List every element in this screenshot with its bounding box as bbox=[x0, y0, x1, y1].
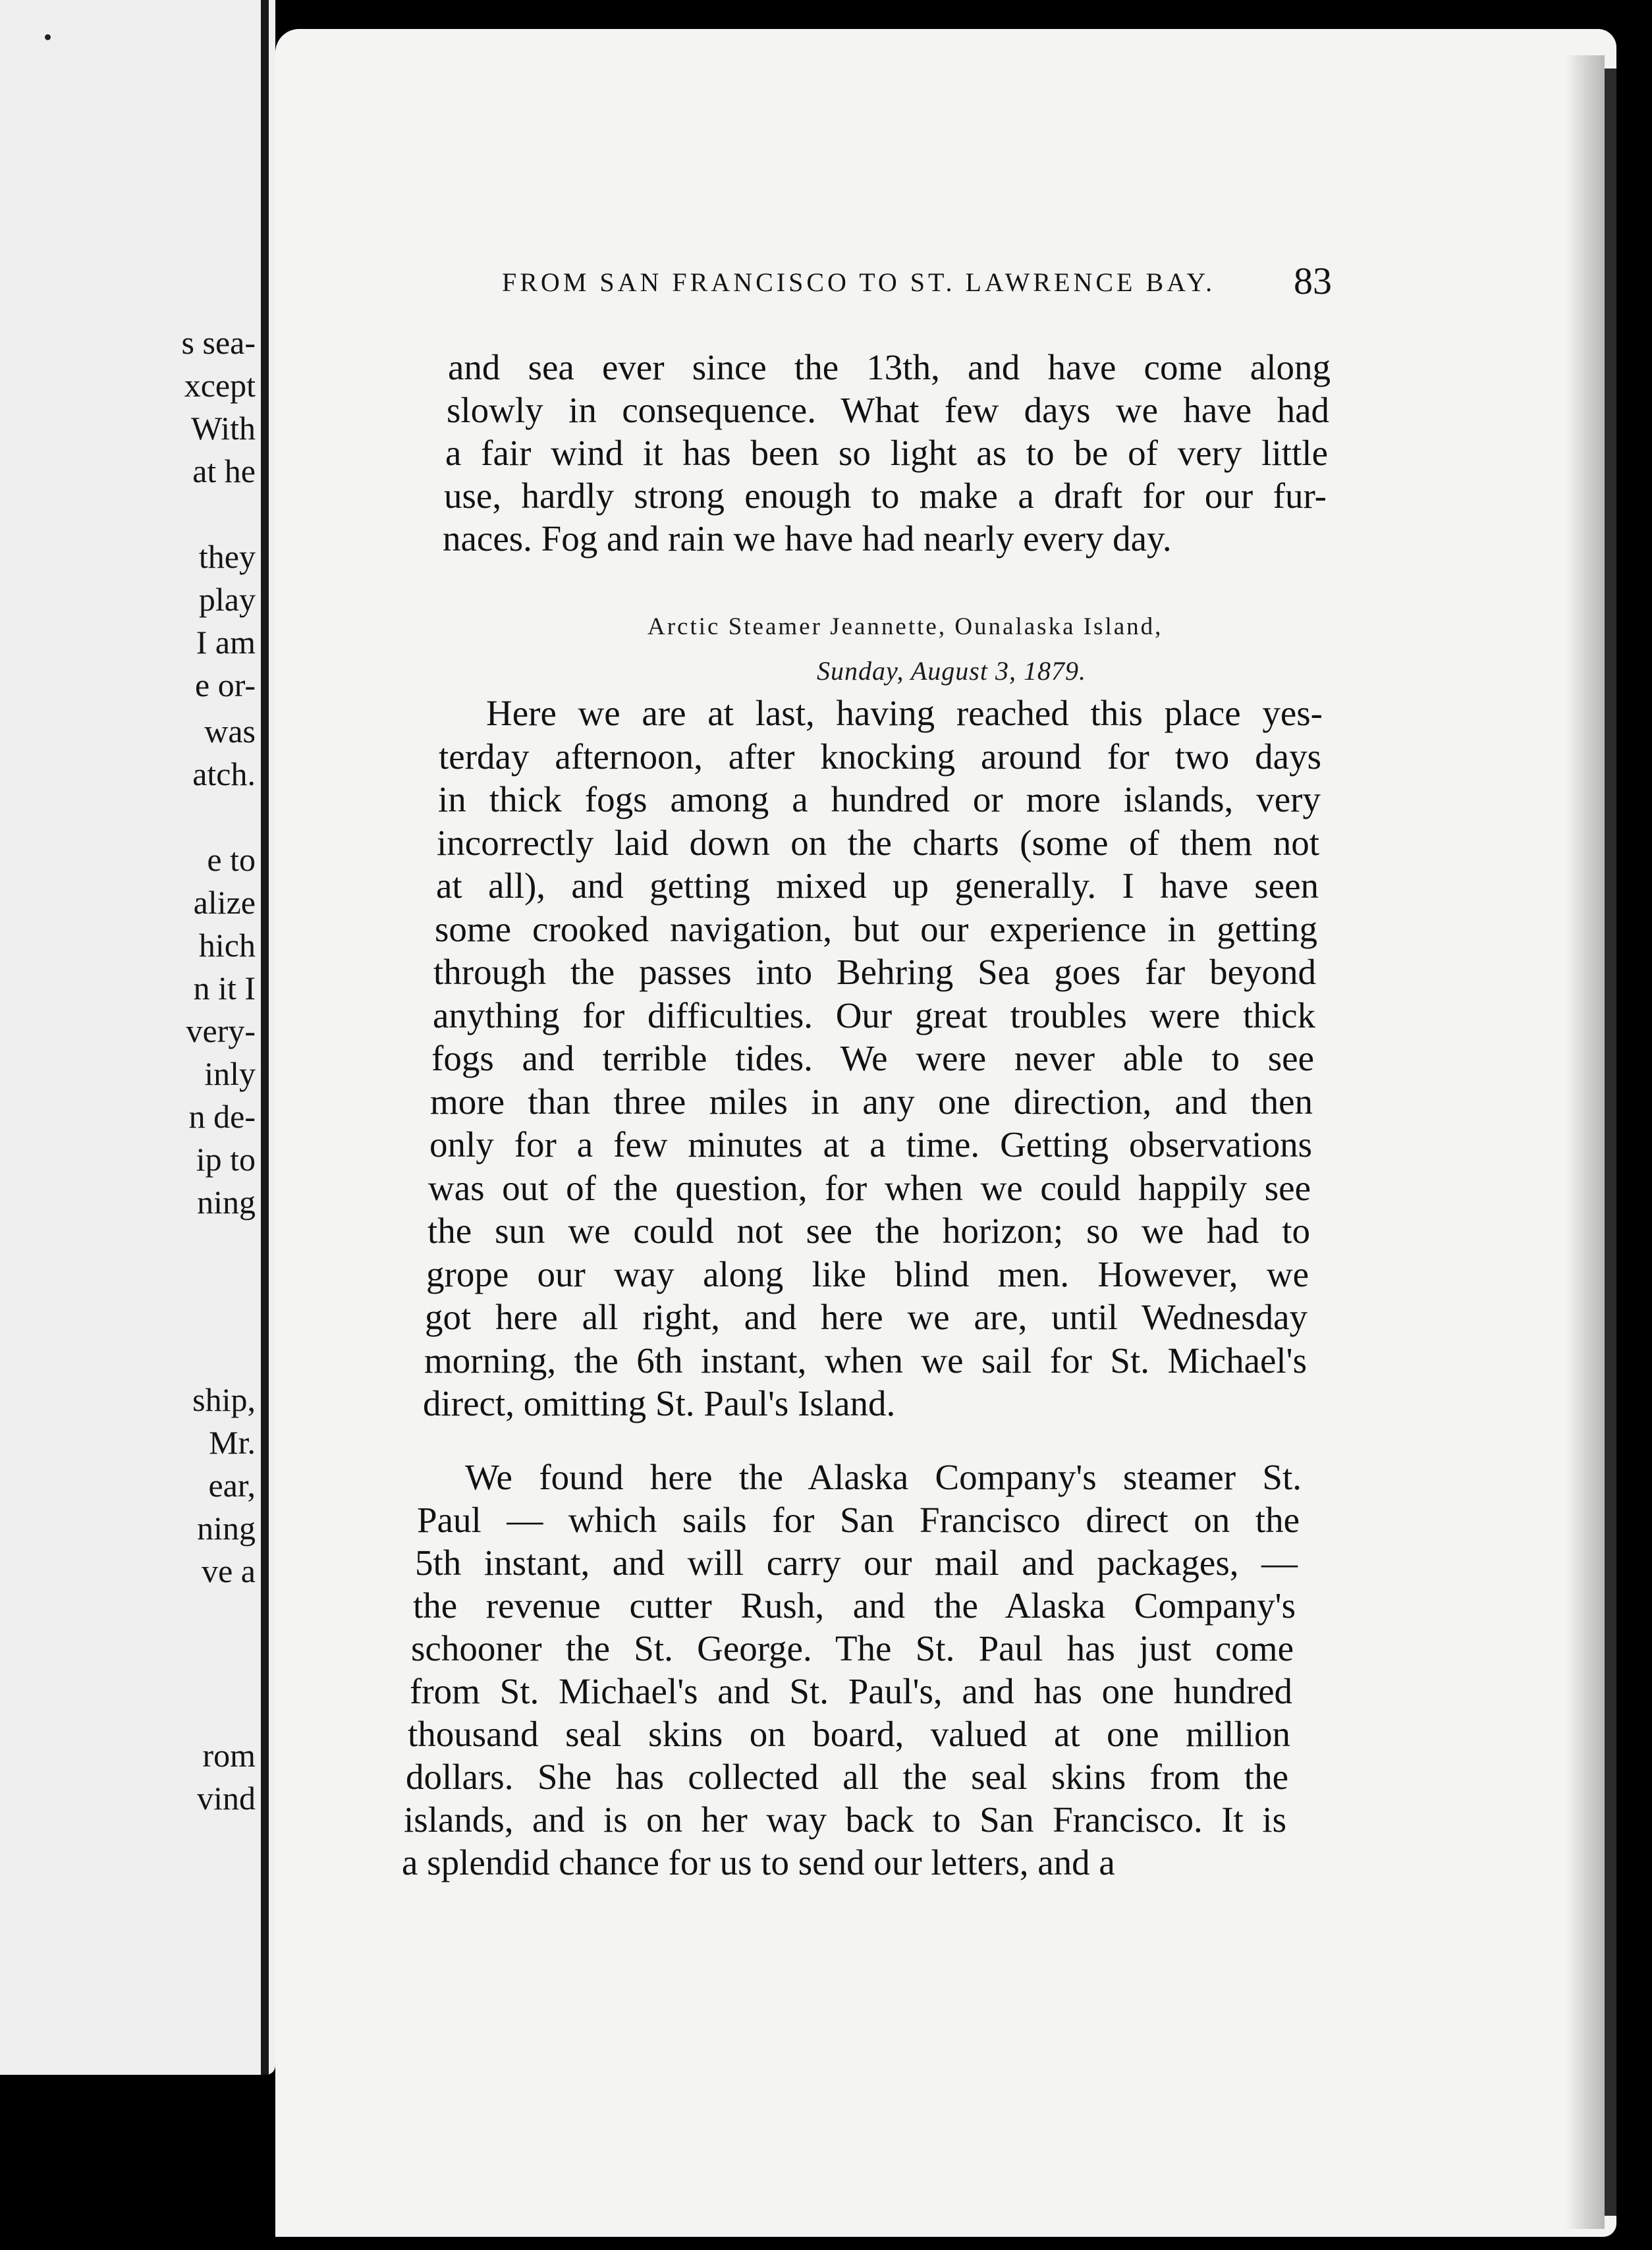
left-page-fragment: ship, bbox=[192, 1381, 256, 1418]
book-gutter bbox=[261, 0, 269, 2075]
text-line: anything for difficulties. Our great troubles were thick bbox=[433, 995, 1315, 1035]
text-line: grope our way along like blind men. However, we bbox=[426, 1254, 1309, 1294]
left-page-fragment: play bbox=[198, 581, 256, 618]
left-page-fragment: ning bbox=[197, 1184, 256, 1221]
text-line: thousand seal skins on board, valued at one million bbox=[408, 1714, 1290, 1754]
text-line: fogs and terrible tides. We were never able to see bbox=[431, 1038, 1314, 1078]
text-line: Here we are at last, having reached this place yes- bbox=[486, 693, 1323, 733]
text-line: naces. Fog and rain we have had nearly every day. bbox=[443, 518, 1172, 559]
text-line: was out of the question, for when we could happily see bbox=[428, 1168, 1311, 1208]
left-page-fragment: Mr. bbox=[209, 1424, 256, 1461]
text-line: We found here the Alaska Company's steamer St. bbox=[465, 1457, 1302, 1497]
left-page-fragment: they bbox=[198, 538, 256, 575]
text-line: the revenue cutter Rush, and the Alaska Company's bbox=[413, 1585, 1296, 1626]
running-head-title: FROM SAN FRANCISCO TO ST. LAWRENCE BAY. bbox=[502, 267, 1216, 297]
left-page-fragment: s sea- bbox=[181, 324, 256, 361]
page-number: 83 bbox=[1294, 260, 1332, 302]
left-page-fragment: I am bbox=[196, 624, 256, 661]
left-page-fragment: inly bbox=[204, 1055, 256, 1092]
left-page-fragment: ve a bbox=[202, 1552, 256, 1589]
text-line: 5th instant, and will carry our mail and packages, — bbox=[415, 1543, 1298, 1583]
left-page-fragment: was bbox=[204, 713, 256, 750]
text-line: Paul — which sails for San Francisco direct on the bbox=[417, 1500, 1300, 1540]
left-page-fragment: ning bbox=[197, 1510, 256, 1547]
left-page-fragment: vind bbox=[197, 1780, 256, 1817]
text-line: a splendid chance for us to send our letters, and a bbox=[402, 1842, 1115, 1882]
left-page-fragment: rom bbox=[202, 1737, 256, 1774]
left-page bbox=[0, 0, 275, 2075]
left-page-fragment: ear, bbox=[208, 1467, 256, 1504]
text-line: terday afternoon, after knocking around for two days bbox=[439, 736, 1321, 777]
left-page-fragment: at he bbox=[192, 453, 256, 489]
text-line: more than three miles in any one direction, and then bbox=[430, 1082, 1313, 1122]
left-page-fragment: ip to bbox=[196, 1141, 256, 1178]
text-line: the sun we could not see the horizon; so we had to bbox=[427, 1211, 1310, 1251]
text-line: through the passes into Behring Sea goes far beyond bbox=[433, 952, 1316, 992]
text-line: dollars. She has collected all the seal skins from the bbox=[406, 1757, 1288, 1797]
page-edge bbox=[1605, 69, 1616, 2216]
text-line: slowly in consequence. What few days we have had bbox=[447, 390, 1329, 430]
left-page-fragment: e or- bbox=[195, 667, 256, 703]
text-line: and sea ever since the 13th, and have come along bbox=[448, 347, 1331, 387]
text-line: a fair wind it has been so light as to be of very little bbox=[445, 433, 1328, 473]
left-page-fragment: n it I bbox=[193, 970, 256, 1006]
left-page-fragment: very- bbox=[186, 1012, 256, 1049]
text-line: incorrectly laid down on the charts (some of them not bbox=[437, 823, 1319, 863]
text-line: from St. Michael's and St. Paul's, and has one hundred bbox=[410, 1671, 1292, 1711]
left-page-fragment: atch. bbox=[192, 755, 256, 792]
left-page-fragment: alize bbox=[193, 884, 256, 921]
text-line: only for a few minutes at a time. Getting observations bbox=[429, 1124, 1312, 1165]
left-page-fragment: e to bbox=[207, 841, 256, 878]
left-page-fragment: hich bbox=[198, 927, 256, 964]
text-line: at all), and getting mixed up generally. I have seen bbox=[436, 865, 1319, 906]
left-page-fragment: n de- bbox=[188, 1098, 256, 1135]
left-page-fragment: xcept bbox=[184, 367, 256, 404]
text-line: use, hardly strong enough to make a draft for our fur- bbox=[444, 476, 1327, 516]
ink-dot bbox=[45, 34, 51, 40]
dateline-place: Arctic Steamer Jeannette, Ounalaska Island, bbox=[647, 613, 1163, 640]
text-line: got here all right, and here we are, until Wednesday bbox=[425, 1297, 1308, 1337]
text-line: in thick fogs among a hundred or more islands, very bbox=[438, 779, 1321, 819]
dateline-date: Sunday, August 3, 1879. bbox=[817, 656, 1086, 686]
text-line: islands, and is on her way back to San Francisco. It is bbox=[404, 1799, 1286, 1840]
text-line: morning, the 6th instant, when we sail for St. Michael's bbox=[424, 1340, 1307, 1381]
text-line: schooner the St. George. The St. Paul has just come bbox=[411, 1628, 1294, 1668]
left-page-fragment: With bbox=[191, 410, 256, 447]
page-curl-shadow bbox=[1565, 55, 1605, 2229]
text-line: direct, omitting St. Paul's Island. bbox=[423, 1383, 896, 1423]
text-line: some crooked navigation, but our experience in getting bbox=[435, 909, 1317, 949]
